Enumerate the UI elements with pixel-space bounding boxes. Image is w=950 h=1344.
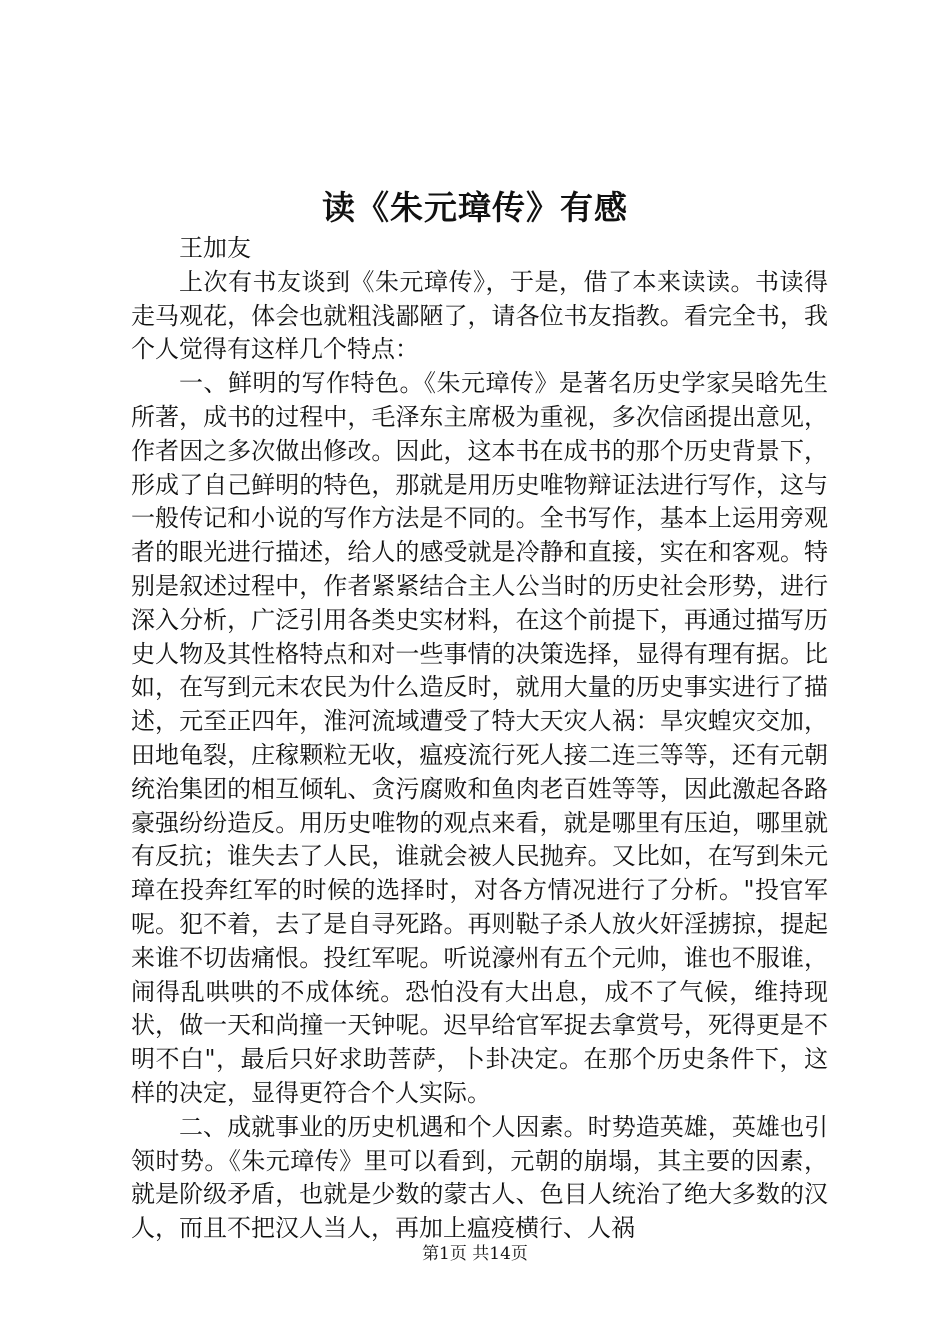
document-body	[131, 232, 828, 1246]
page-footer: 第1页 共14页	[422, 1244, 528, 1264]
paragraph-intro: 上次有书友谈到《朱元璋传》，于是，借了本来读读。书读得走马观花，体会也就粗浅鄙陋了，请各位书友指教。看完全书，我个人觉得有这样几个特点：	[131, 267, 828, 364]
paragraph-section-2: 二、成就事业的历史机遇和个人因素。时势造英雄，英雄也引领时势。《朱元璋传》里可以看到，元朝的崩塌，其主要的因素，就是阶级矛盾，也就是少数的蒙古人、色目人统治了绝大多数的汉人，而且不把汉人当人，再加上瘟疫横行、人祸	[131, 1112, 828, 1243]
document-title: 读《朱元璋传》有感	[322, 188, 628, 227]
paragraph-section-1: 一、鲜明的写作特色。《朱元璋传》是著名历史学家吴晗先生所著，成书的过程中，毛泽东主席极为重视，多次信函提出意见，作者因之多次做出修改。因此，这本书在成书的那个历史背景下，形成了自己鲜明的特色，那就是用历史唯物辩证法进行写作，这与一般传记和小说的写作方法是不同的。全书写作，基本上运用旁观者的眼光进行描述，给人的感受就是冷静和直接，实在和客观。特别是叙述过程中，作者紧紧结合主人公当时的历史社会形势，进行深入分析，广泛引用各类史实材料，在这个前提下，再通过描写历史人物及其性格特点和对一些事情的决策选择，显得有理有据。比如，在写到元末农民为什么造反时，就用大量的历史事实进行了描述，元至正四年，淮河流域遭受了特大天灾人祸：旱灾蝗灾交加，田地龟裂，庄稼颗粒无收，瘟疫流行死人接二连三等等，还有元朝统治集团的相互倾轧、贪污腐败和鱼肉老百姓等等，因此激起各路豪强纷纷造反。用历史唯物的观点来看，就是哪里有压迫，哪里就有反抗；谁失去了人民，谁就会被人民抛弃。又比如，在写到朱元璋在投奔红军的时候的选择时，对各方情况进行了分析。"投官军呢。犯不着，去了是自寻死路。再则鞑子杀人放火奸淫掳掠，提起来谁不切齿痛恨。投红军呢。听说濠州有五个元帅，谁也不服谁，闹得乱哄哄的不成体统。恐怕没有大出息，成不了气候，维持现状，做一天和尚撞一天钟呢。迟早给官军捉去拿赏号，死得更是不明不白"，最后只好求助菩萨，卜卦决定。在那个历史条件下，这样的决定，显得更符合个人实际。	[131, 369, 828, 1107]
author-name: 王加友	[179, 234, 251, 262]
